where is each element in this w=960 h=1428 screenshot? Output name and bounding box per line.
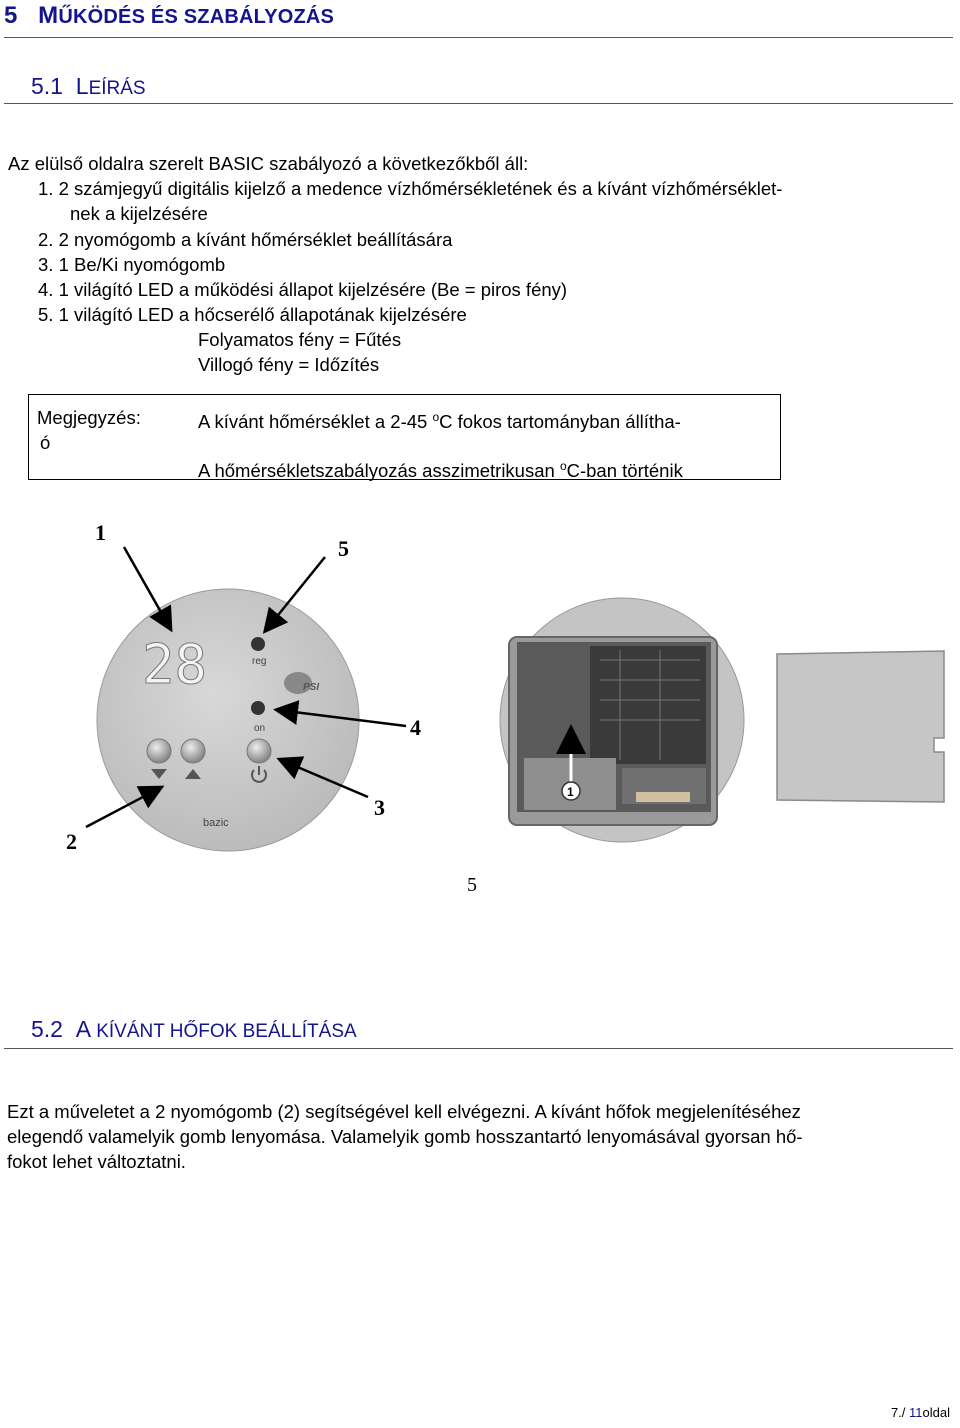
display-digits: 28	[142, 633, 208, 696]
controller-figure	[0, 500, 960, 910]
page-number: 7./	[890, 1405, 906, 1420]
subsection-rule-1	[4, 103, 953, 104]
list-item: 4. 1 világító LED a működési állapot kijelzésére (Be = piros fény)	[38, 279, 568, 300]
brand-label: bazic	[203, 817, 229, 829]
callout-label-2: 2	[66, 829, 77, 854]
degree-sign: o	[432, 410, 440, 424]
subsection-title-rest: EÍRÁS	[88, 78, 146, 99]
digital-display	[142, 633, 207, 696]
reg-label: reg	[252, 656, 267, 667]
note-line-2-a: A hőmérsékletszabályozás asszimetrikusan	[198, 460, 560, 482]
controller-face	[97, 589, 359, 851]
subsection-heading-2	[31, 1016, 357, 1043]
list-subitem: Villogó fény = Időzítés	[198, 354, 380, 375]
subsection-title-first: A	[75, 1016, 97, 1042]
list-item: 3. 1 Be/Ki nyomógomb	[38, 254, 226, 275]
opened-controller-photo	[500, 598, 944, 842]
note-line-1-b: C fokos tartományban állítha-	[439, 411, 681, 433]
body-line: Ezt a műveletet a 2 nyomógomb (2) segítségével kell elvégezni. A kívánt hőfok megjelenítéséhez	[7, 1101, 801, 1122]
page-footer	[891, 1405, 950, 1420]
list-item-cont: nek a kijelzésére	[70, 203, 208, 224]
body-line: elegendő valamelyik gomb lenyomása. Valamelyik gomb hosszantartó lenyomásával gyorsan hő-	[7, 1126, 803, 1147]
section-title-rest: ŰKÖDÉS ÉS SZABÁLYOZÁS	[58, 6, 335, 28]
callout-label-3: 3	[374, 795, 385, 820]
section-rule	[4, 37, 953, 38]
note-line-1-a: A kívánt hőmérséklet a 2-45	[198, 411, 433, 433]
callout-arrow-1	[124, 547, 170, 628]
section-number: 5	[4, 2, 18, 29]
intro-text: Az elülső oldalra szerelt BASIC szabályozó a következőkből áll:	[8, 153, 529, 174]
figure-callout-5: 5	[467, 874, 477, 896]
logo-text: PSI	[303, 682, 320, 693]
power-button[interactable]	[247, 739, 271, 763]
up-button[interactable]	[181, 739, 205, 763]
callout-label-4: 4	[410, 715, 421, 740]
subsection-heading-1	[31, 73, 146, 100]
callout-label-1: 1	[95, 520, 106, 545]
section-heading	[4, 2, 334, 30]
callout-label-5: 5	[338, 536, 349, 561]
power-led-icon	[251, 701, 265, 715]
list-subitem: Folyamatos fény = Fűtés	[198, 329, 402, 350]
note-label: Megjegyzés:	[37, 407, 141, 428]
note-line-2	[198, 454, 683, 483]
list-item: 5. 1 világító LED a hőcserélő állapotának kijelzésére	[38, 304, 467, 325]
down-button[interactable]	[147, 739, 171, 763]
page-suffix: oldal	[922, 1405, 950, 1420]
note-line-2-b: C-ban történik	[566, 460, 683, 482]
note-line-1	[198, 405, 681, 434]
body-line: fokot lehet változtatni.	[7, 1151, 186, 1172]
section-title-first: M	[38, 2, 59, 29]
subsection-number: 5.1	[31, 73, 63, 99]
degree-sign: o	[559, 459, 567, 473]
photo-callout-1: 1	[567, 785, 574, 799]
list-item: 2. 2 nyomógomb a kívánt hőmérséklet beállítására	[38, 229, 453, 250]
subsection-title-first: L	[75, 73, 89, 99]
subsection-rule-2	[4, 1048, 953, 1049]
note-label-cont: ó	[40, 432, 51, 453]
page-total: 11	[909, 1405, 923, 1420]
list-item: 1. 2 számjegyű digitális kijelző a medence vízhőmérsékletének és a kívánt vízhőmérséklet-	[38, 178, 783, 199]
subsection-number: 5.2	[31, 1016, 63, 1042]
heat-led-icon	[251, 637, 265, 651]
on-label: on	[254, 723, 266, 734]
subsection-title-rest: KÍVÁNT HŐFOK BEÁLLÍTÁSA	[96, 1021, 357, 1042]
